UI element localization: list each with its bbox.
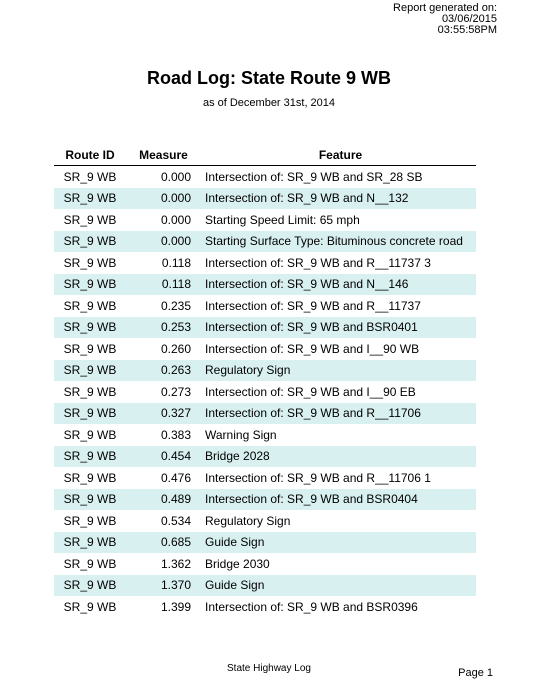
cell-measure: 0.000: [160, 234, 191, 249]
table-body: [54, 166, 476, 618]
cell-measure: 0.118: [161, 277, 191, 292]
table-row: [54, 166, 476, 188]
cell-measure: 0.260: [160, 341, 191, 356]
table-row: [54, 510, 476, 532]
cell-feature: Intersection of: SR_9 WB and I__90 EB: [205, 384, 416, 399]
cell-measure: 0.235: [160, 298, 191, 313]
cell-measure: 0.383: [160, 427, 191, 442]
cell-measure: 0.000: [160, 169, 191, 184]
cell-route-id: SR_9 WB: [63, 363, 117, 378]
cell-route-id: SR_9 WB: [63, 341, 117, 356]
footer-title: State Highway Log: [227, 663, 311, 674]
column-header-feature: Feature: [201, 145, 476, 166]
cell-route-id: SR_9 WB: [63, 578, 117, 593]
table-row: [54, 274, 476, 296]
cell-route-id: SR_9 WB: [63, 320, 117, 335]
table-row: [54, 532, 476, 554]
cell-route-id: SR_9 WB: [63, 406, 117, 421]
cell-route-id: SR_9 WB: [63, 449, 117, 464]
cell-feature: Intersection of: SR_9 WB and BSR0401: [205, 320, 418, 335]
cell-measure: 0.273: [160, 384, 191, 399]
cell-feature: Regulatory Sign: [205, 513, 291, 528]
report-generated-label: Report generated on:: [393, 2, 497, 14]
table-header-row: [54, 145, 476, 166]
table-row: [54, 575, 476, 597]
road-log-table: [54, 145, 476, 618]
table-row: [54, 209, 476, 231]
page-subtitle: as of December 31st, 2014: [202, 97, 336, 109]
table-row: [54, 596, 476, 618]
table-row: [54, 360, 476, 382]
cell-measure: 1.362: [160, 556, 191, 571]
cell-route-id: SR_9 WB: [63, 298, 117, 313]
cell-measure: 1.370: [160, 578, 191, 593]
report-generated-block: [393, 3, 497, 36]
table-row: [54, 295, 476, 317]
cell-feature: Intersection of: SR_9 WB and BSR0404: [205, 492, 418, 507]
column-header-route-id: Route ID: [54, 145, 126, 166]
table-row: [54, 553, 476, 575]
cell-feature: Intersection of: SR_9 WB and R__11737 3: [205, 255, 431, 270]
cell-measure: 0.000: [160, 212, 191, 227]
cell-route-id: SR_9 WB: [63, 255, 117, 270]
cell-route-id: SR_9 WB: [63, 556, 117, 571]
cell-route-id: SR_9 WB: [63, 191, 117, 206]
cell-measure: 0.489: [160, 492, 191, 507]
table-row: [54, 188, 476, 210]
cell-measure: 0.118: [161, 255, 191, 270]
cell-measure: 0.253: [160, 320, 191, 335]
table-row: [54, 403, 476, 425]
cell-route-id: SR_9 WB: [63, 234, 117, 249]
cell-route-id: SR_9 WB: [63, 384, 117, 399]
cell-measure: 0.685: [160, 535, 191, 550]
cell-feature: Intersection of: SR_9 WB and BSR0396: [205, 599, 418, 614]
cell-feature: Intersection of: SR_9 WB and R__11737: [205, 298, 421, 313]
cell-measure: 1.399: [160, 599, 191, 614]
table-row: [54, 231, 476, 253]
table-row: [54, 252, 476, 274]
cell-feature: Intersection of: SR_9 WB and R__11706 1: [205, 470, 431, 485]
report-generated-time: 03:55:58PM: [437, 24, 497, 36]
cell-feature: Intersection of: SR_9 WB and I__90 WB: [205, 341, 420, 356]
cell-feature: Starting Speed Limit: 65 mph: [205, 212, 360, 227]
cell-route-id: SR_9 WB: [63, 427, 117, 442]
report-generated-date: 03/06/2015: [441, 13, 497, 25]
cell-route-id: SR_9 WB: [63, 599, 117, 614]
cell-route-id: SR_9 WB: [63, 212, 117, 227]
cell-measure: 0.476: [160, 470, 191, 485]
page-number: Page 1: [458, 667, 493, 679]
cell-feature: Guide Sign: [205, 578, 265, 593]
table-row: [54, 489, 476, 511]
cell-feature: Guide Sign: [205, 535, 265, 550]
cell-route-id: SR_9 WB: [63, 470, 117, 485]
column-header-measure: Measure: [126, 145, 201, 166]
cell-feature: Intersection of: SR_9 WB and N__132: [205, 191, 409, 206]
cell-feature: Bridge 2030: [205, 556, 270, 571]
cell-measure: 0.327: [160, 406, 191, 421]
table-row: [54, 467, 476, 489]
cell-route-id: SR_9 WB: [63, 277, 117, 292]
table-row: [54, 381, 476, 403]
cell-measure: 0.534: [160, 513, 191, 528]
table-row: [54, 446, 476, 468]
cell-feature: Regulatory Sign: [205, 363, 291, 378]
cell-feature: Bridge 2028: [205, 449, 270, 464]
table-row: [54, 317, 476, 339]
cell-feature: Intersection of: SR_9 WB and N__146: [205, 277, 409, 292]
cell-measure: 0.263: [160, 363, 191, 378]
cell-feature: Warning Sign: [205, 427, 277, 442]
cell-route-id: SR_9 WB: [63, 513, 117, 528]
cell-measure: 0.000: [160, 191, 191, 206]
cell-feature: Intersection of: SR_9 WB and SR_28 SB: [205, 169, 423, 184]
cell-measure: 0.454: [160, 449, 191, 464]
cell-route-id: SR_9 WB: [63, 535, 117, 550]
cell-route-id: SR_9 WB: [63, 492, 117, 507]
cell-feature: Starting Surface Type: Bituminous concrete road: [205, 234, 463, 249]
page-title: Road Log: State Route 9 WB: [147, 68, 391, 88]
cell-route-id: SR_9 WB: [63, 169, 117, 184]
table-row: [54, 424, 476, 446]
cell-feature: Intersection of: SR_9 WB and R__11706: [205, 406, 421, 421]
table-row: [54, 338, 476, 360]
